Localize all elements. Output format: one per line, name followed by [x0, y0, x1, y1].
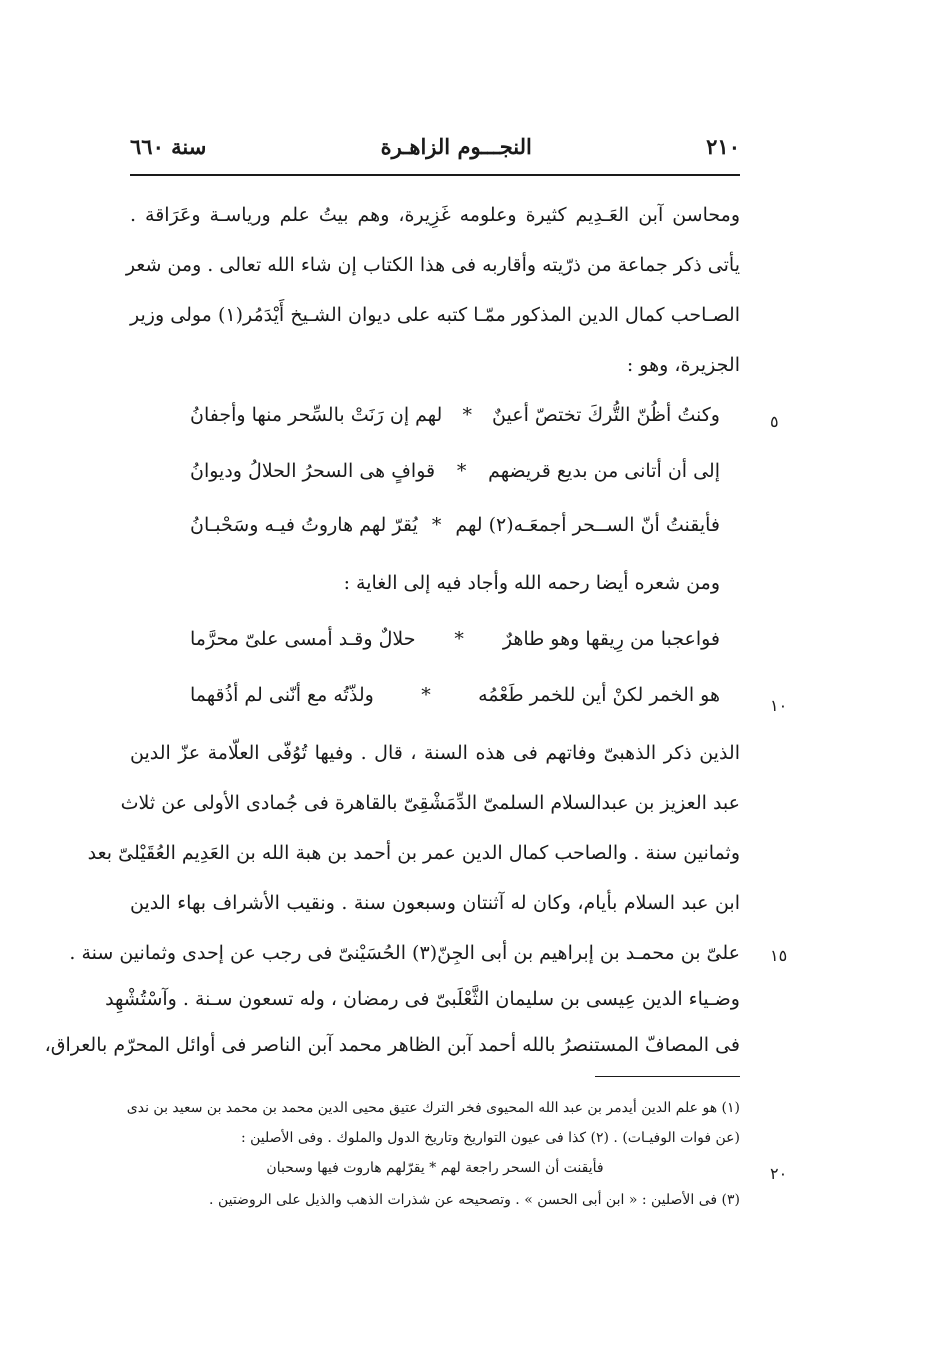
- verse-hemistich-first: إلى أن أتانى من بديع قريضهم: [488, 460, 720, 482]
- footnote-line: (١) هو علم الدين أيدمر بن عبد الله المحيوى فخر الترك عتيق محيى الدين محمد بن محمد بن سعيد بن ندى: [126, 1100, 740, 1116]
- text-line: ومن شعره أيضا رحمه الله وأجاد فيه إلى الغاية :: [343, 572, 720, 594]
- page-header: [130, 126, 740, 166]
- text-line: علىّ بن محمـد بن إبراهيم بن أبى الجِنّ(٣) الحُسَيْنىّ فى رجب عن إحدى وثمانين سنة .: [69, 942, 740, 964]
- page-number: ٢١٠: [706, 133, 740, 159]
- text-line: وثمانين سنة . والصاحب كمال الدين عمر بن أحمد بن هبة الله بن العَدِيم العُقَيْلىّ بعد: [87, 842, 740, 864]
- header-rule: [130, 174, 740, 176]
- verse-separator-star: *: [462, 404, 472, 426]
- margin-line-number: ١٠: [770, 696, 788, 715]
- verse-hemistich-first: فأيقنتُ أنّ الســحر أجمعَـه(٢) لهم: [455, 514, 720, 536]
- footnote-line: (عن فوات الوفيـات) . (٢) كذا فى عيون التواريخ وتاريخ الدول والملوك . وفى الأصلين :: [240, 1130, 740, 1146]
- margin-line-number: ٢٠: [770, 1164, 788, 1183]
- text-line: عبد العزيز بن عبدالسلام السلمىّ الدِّمَشْقِىّ بالقاهرة فى جُمادى الأولى عن ثلاث: [120, 792, 740, 814]
- verse-line: [190, 684, 720, 706]
- text-line: ومحاسن آبن العَـدِيم كثيرة وعلومه غَزِيرة، وهم بيتُ علم ورياسـة وعَرَاقة .: [130, 204, 740, 226]
- verse-hemistich-second: قوافٍ هى السحرُ الحلالُ وديوانُ: [190, 460, 436, 482]
- footnote-rule: [595, 1076, 740, 1077]
- text-line: يأتى ذكر جماعة من ذرّيته وأقاربه فى هذا الكتاب إن شاء الله تعالى . ومن شعر: [125, 254, 740, 276]
- verse-line: [190, 460, 720, 482]
- text-line: وضـياء الدين عِيسى بن سليمان الثَّعْلَبىّ فى رمضان ، وله تسعون سـنة . وآسْتُشْهِد: [105, 988, 740, 1010]
- verse-hemistich-first: فواعجبا من رِيقها وهو طاهرٌ: [502, 628, 720, 650]
- text-line: الصـاحب كمال الدين المذكور ممّـا كتبه على ديوان الشـيخ أَيْدَمُر(١) مولى وزير: [130, 304, 741, 326]
- verse-hemistich-second: حلالٌ وقـد أمسى علىّ محرَّما: [190, 628, 416, 650]
- verse-separator-star: *: [456, 460, 467, 482]
- running-title: النجـــوم الزاهـرة: [380, 133, 532, 159]
- verse-line: [190, 404, 720, 426]
- text-line: فى المصافّ المستنصرُ بالله أحمد آبن الظاهر محمد آبن الناصر فى أوائل المحرّم بالعراق،: [44, 1034, 740, 1056]
- verse-hemistich-second: ولذّتُه مع أنّنى لم أذُقهما: [190, 684, 374, 706]
- verse-separator-star: *: [431, 514, 442, 536]
- verse-line: [190, 514, 720, 536]
- margin-line-number: ٥: [770, 412, 779, 431]
- text-line: الجزيرة، وهو :: [626, 354, 740, 376]
- text-line: ابن عبد السلام بأيام، وكان له آثنتان وسبعون سنة . ونقيب الأشراف بهاء الدين: [130, 892, 740, 914]
- text-line: الذين ذكر الذهبىّ وفاتهم فى هذه السنة ، قال . وفيها تُوُفّى العلّامة عزّ الدين: [130, 742, 740, 764]
- footnote-verse: فأيقنت أن السحر راجعة لهم * يقرّلهم هاروت فيها وسحبان: [266, 1160, 604, 1176]
- verse-line: [190, 628, 720, 650]
- verse-separator-star: *: [421, 684, 431, 706]
- verse-separator-star: *: [454, 628, 464, 650]
- verse-hemistich-first: هو الخمر لكنْ أين للخمر طَعْمُه: [478, 684, 720, 706]
- footnote-line: (٣) فى الأصلين : « ابن أبى الحسن » . وتصحيحه عن شذرات الذهب والذيل على الروضتين .: [209, 1192, 740, 1208]
- margin-line-number: ١٥: [770, 946, 788, 965]
- verse-hemistich-second: لهم إن رَنَتْ بالسِّحر منها وأجفانُ: [190, 404, 443, 426]
- verse-hemistich-first: وكنتُ أظُنّ التُّركَ تختصّ أعينٌ: [492, 404, 720, 426]
- verse-hemistich-second: يُقرّ لهم هاروتُ فيـه وسَحْبـانُ: [190, 514, 418, 536]
- year-label: سنة ٦٦٠: [130, 133, 207, 159]
